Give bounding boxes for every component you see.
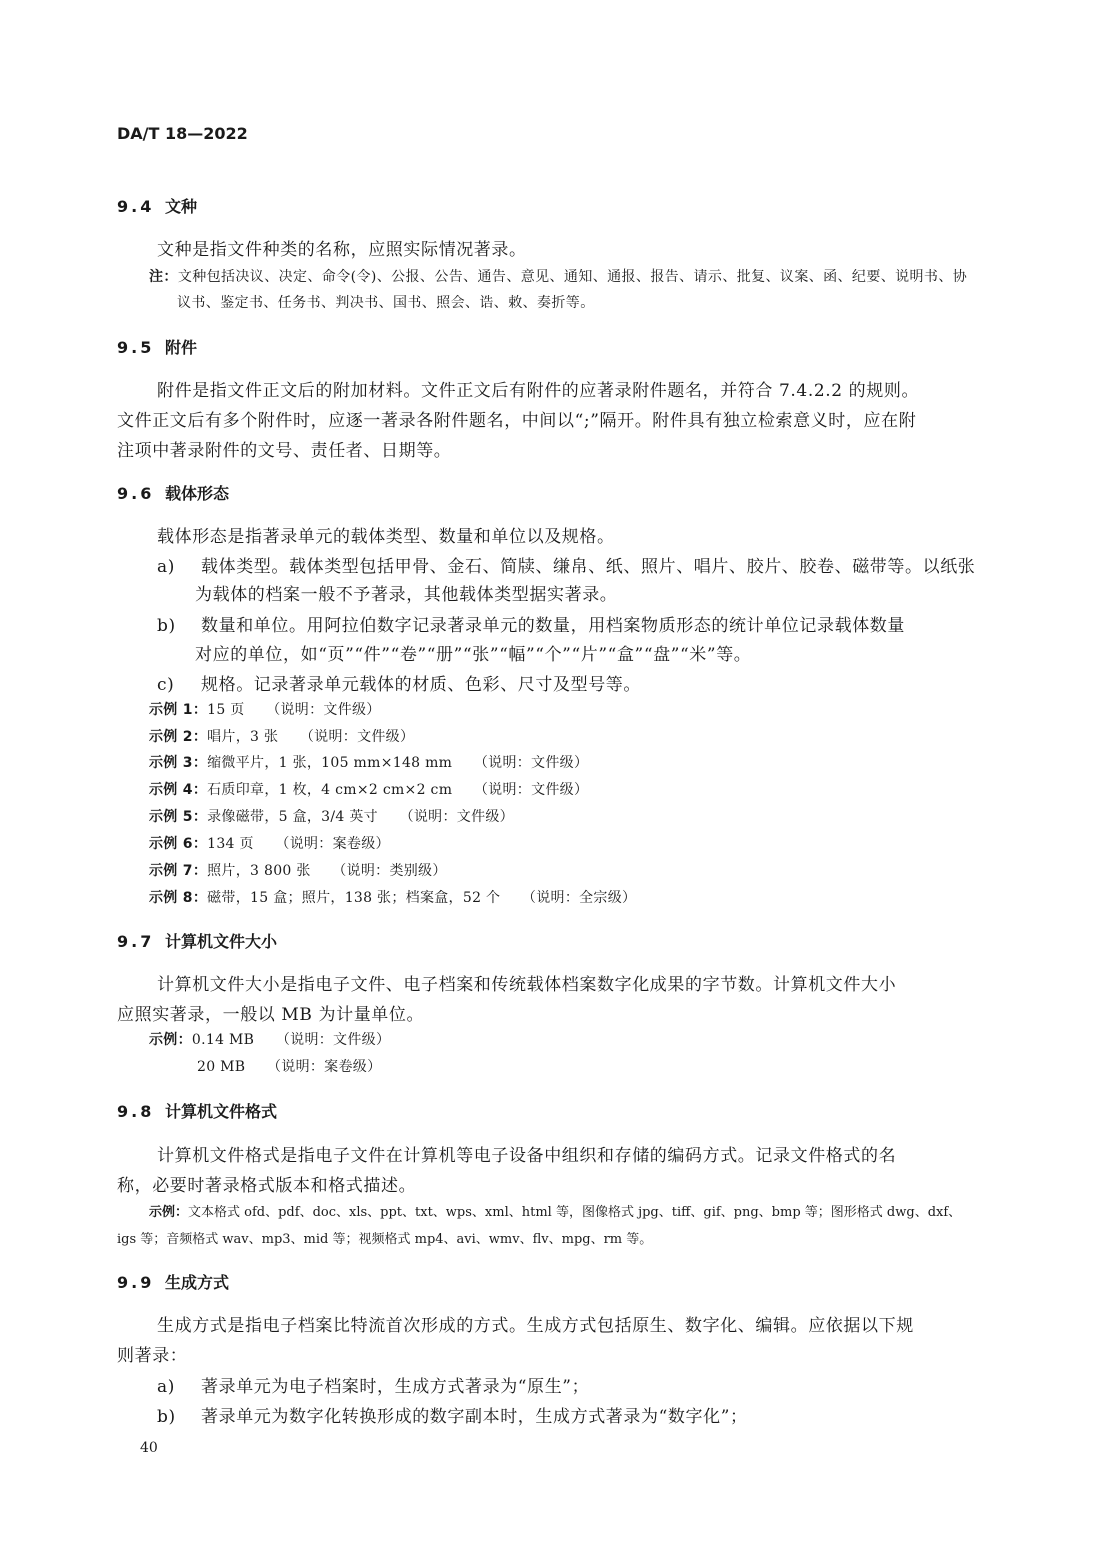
example-line: 示例 5：录像磁带，5 盒，3/4 英寸 （说明：文件级） — [149, 809, 514, 825]
section-number: 9.5 — [117, 338, 155, 357]
paragraph-line: 称，必要时著录格式版本和格式描述。 — [117, 1176, 417, 1196]
page-number: 40 — [140, 1440, 158, 1456]
section-number: 9.4 — [117, 197, 155, 216]
paragraph-line: 则著录： — [117, 1346, 188, 1366]
list-item-continuation: 为载体的档案一般不予著录，其他载体类型据实著录。 — [195, 585, 618, 605]
list-marker: a) — [157, 1377, 175, 1397]
example-line: 示例 6：134 页 （说明：案卷级） — [149, 836, 390, 852]
list-item-continuation: 对应的单位，如“页”“件”“卷”“册”“张”“幅”“个”“片”“盒”“盘”“米”等。 — [195, 645, 752, 665]
section-title: 载体形态 — [165, 484, 230, 503]
example-line: igs 等；音频格式 wav、mp3、mid 等；视频格式 mp4、avi、wmv、flv、mpg、rm 等。 — [117, 1232, 653, 1247]
paragraph-line: 生成方式是指电子档案比特流首次形成的方式。生成方式包括原生、数字化、编辑。应依据以下规 — [157, 1316, 914, 1336]
example-line: 示例 4：石质印章，1 枚，4 cm×2 cm×2 cm （说明：文件级） — [149, 782, 589, 798]
document-code: DA/T 18—2022 — [117, 124, 248, 143]
section-number: 9.9 — [117, 1273, 155, 1292]
paragraph-line: 注项中著录附件的文号、责任者、日期等。 — [117, 441, 452, 461]
example-line: 示例 3：缩微平片，1 张，105 mm×148 mm （说明：文件级） — [149, 755, 589, 771]
section-heading-9-4 — [117, 194, 197, 217]
section-heading-9-7 — [117, 929, 277, 952]
section-title: 文种 — [165, 197, 198, 216]
section-number: 9.7 — [117, 932, 155, 951]
example-line: 示例：文本格式 ofd、pdf、doc、xls、ppt、txt、wps、xml、html 等，图像格式 jpg、tiff、gif、png、bmp 等；图形格式 dwg、dxf、 — [149, 1205, 962, 1220]
note-line: 议书、鉴定书、任务书、判决书、国书、照会、诰、敕、奏折等。 — [177, 295, 595, 311]
note-text: 文种包括决议、决定、命令(令)、公报、公告、通告、意见、通知、通报、报告、请示、批复、议案、函、纪要、说明书、协 — [177, 269, 968, 285]
example-line: 示例 8：磁带，15 盒；照片，138 张；档案盒，52 个 （说明：全宗级） — [149, 890, 637, 906]
list-item-b: b) 著录单元为数字化转换形成的数字副本时，生成方式著录为“数字化”； — [157, 1407, 748, 1427]
paragraph-line: 计算机文件大小是指电子文件、电子档案和传统载体档案数字化成果的字节数。计算机文件大小 — [157, 975, 897, 995]
section-heading-9-6 — [117, 481, 229, 504]
note-label: 注： — [149, 269, 178, 285]
list-item-a: a) 著录单元为电子档案时，生成方式著录为“原生”； — [157, 1377, 590, 1397]
example-line: 示例 2：唱片，3 张 （说明：文件级） — [149, 729, 415, 745]
list-marker: c) — [157, 675, 175, 695]
note-line — [149, 266, 967, 286]
section-number: 9.6 — [117, 484, 155, 503]
example-line: 示例：0.14 MB （说明：文件级） — [149, 1032, 391, 1048]
example-line: 示例 7：照片，3 800 张 （说明：类别级） — [149, 863, 447, 879]
list-item-a: a) 载体类型。载体类型包括甲骨、金石、简牍、缣帛、纸、照片、唱片、胶片、胶卷、磁带等。以纸张 — [157, 557, 976, 577]
section-title: 生成方式 — [165, 1273, 230, 1292]
paragraph-line: 文件正文后有多个附件时，应逐一著录各附件题名，中间以“;”隔开。附件具有独立检索意义时，应在附 — [117, 411, 917, 431]
section-heading-9-8 — [117, 1099, 277, 1122]
list-item-b: b) 数量和单位。用阿拉伯数字记录著录单元的数量，用档案物质形态的统计单位记录载体数量 — [157, 616, 905, 636]
paragraph-line: 附件是指文件正文后的附加材料。文件正文后有附件的应著录附件题名，并符合 7.4.2.2 的规则。 — [157, 381, 920, 401]
list-item-c: c) 规格。记录著录单元载体的材质、色彩、尺寸及型号等。 — [157, 675, 641, 695]
section-title: 计算机文件格式 — [165, 1102, 278, 1121]
paragraph: 载体形态是指著录单元的载体类型、数量和单位以及规格。 — [157, 527, 615, 547]
list-marker: b) — [157, 616, 176, 636]
section-title: 计算机文件大小 — [165, 932, 278, 951]
section-heading-9-5 — [117, 335, 197, 358]
paragraph-line: 应照实著录，一般以 MB 为计量单位。 — [117, 1005, 425, 1025]
paragraph: 文种是指文件种类的名称，应照实际情况著录。 — [157, 240, 527, 260]
paragraph-line: 计算机文件格式是指电子文件在计算机等电子设备中组织和存储的编码方式。记录文件格式的名 — [157, 1146, 897, 1166]
section-number: 9.8 — [117, 1102, 155, 1121]
example-line: 示例 1：15 页 （说明：文件级） — [149, 702, 381, 718]
list-marker: b) — [157, 1407, 176, 1427]
example-line: 20 MB （说明：案卷级） — [197, 1059, 382, 1075]
section-title: 附件 — [165, 338, 198, 357]
section-heading-9-9 — [117, 1270, 229, 1293]
list-marker: a) — [157, 557, 175, 577]
